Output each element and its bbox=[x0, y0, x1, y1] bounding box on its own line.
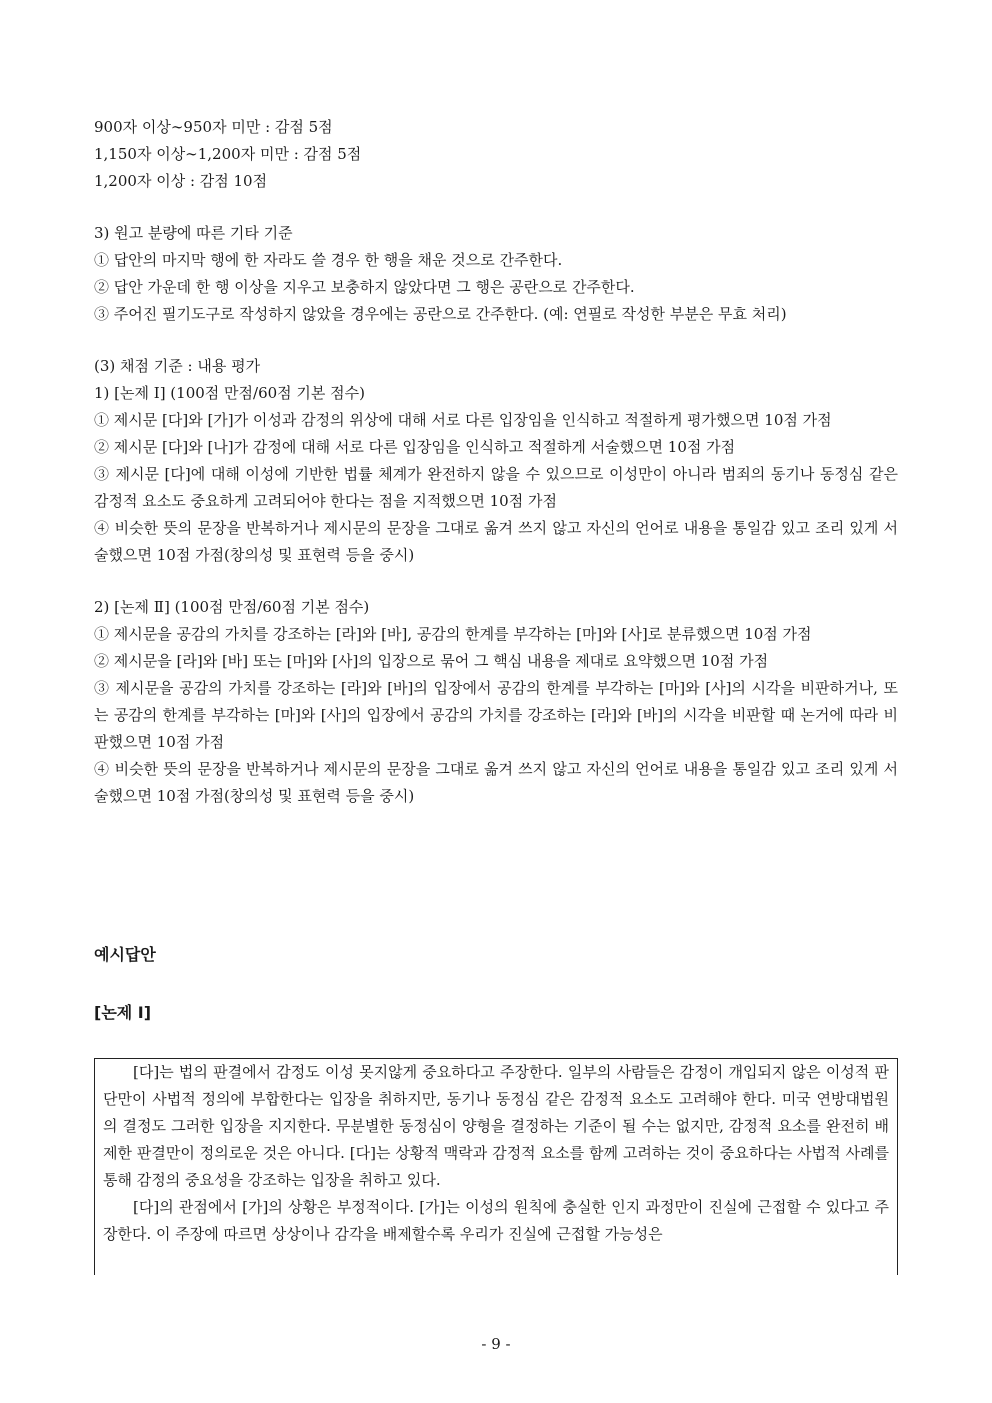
nonje2-title: 2) [논제 Ⅱ] (100점 만점/60점 기본 점수) bbox=[94, 598, 370, 616]
other-criteria-item: ② 답안 가운데 한 행 이상을 지우고 보충하지 않았다면 그 행은 공란으로 간주한다. bbox=[94, 278, 635, 296]
nonje1-item: ② 제시문 [다]와 [나]가 감정에 대해 서로 다른 입장임을 인식하고 적절하게 서술했으면 10점 가점 bbox=[94, 438, 736, 456]
nonje1-item: ④ 비슷한 뜻의 문장을 반복하거나 제시문의 문장을 그대로 옮겨 쓰지 않고 자신의 언어로 내용을 통일감 있고 조리 있게 서술했으면 10점 가점(창의성 및 표현력 등을 중시) bbox=[94, 519, 898, 564]
example-answer-box bbox=[94, 1058, 898, 1275]
nonje2-item: ① 제시문을 공감의 가치를 강조하는 [라]와 [바], 공감의 한계를 부각하는 [마]와 [사]로 분류했으면 10점 가점 bbox=[94, 625, 812, 643]
content-eval-title: (3) 채점 기준 : 내용 평가 bbox=[94, 357, 261, 375]
example-heading: 예시답안 bbox=[94, 945, 156, 964]
other-criteria-item: ① 답안의 마지막 행에 한 자라도 쓸 경우 한 행을 채운 것으로 간주한다. bbox=[94, 251, 563, 269]
nonje2-item: ④ 비슷한 뜻의 문장을 반복하거나 제시문의 문장을 그대로 옮겨 쓰지 않고 자신의 언어로 내용을 통일감 있고 조리 있게 서술했으면 10점 가점(창의성 및 표현력 등을 중시) bbox=[94, 760, 898, 805]
deduction-line-3: 1,200자 이상 : 감점 10점 bbox=[94, 172, 268, 190]
nonje2-item: ② 제시문을 [라]와 [바] 또는 [마]와 [사]의 입장으로 묶어 그 핵심 내용을 제대로 요약했으면 10점 가점 bbox=[94, 652, 769, 670]
nonje1-item: ① 제시문 [다]와 [가]가 이성과 감정의 위상에 대해 서로 다른 입장임을 인식하고 적절하게 평가했으면 10점 가점 bbox=[94, 411, 832, 429]
nonje2-item: ③ 제시문을 공감의 가치를 강조하는 [라]와 [바]의 입장에서 공감의 한계를 부각하는 [마]와 [사]의 시각을 비판하거나, 또는 공감의 한계를 부각하는 [마]와 [사]의 입장에서 공감의 가치를 강조하는 [라]와 [바]의 시각을 비판할 때 논거에 따라 비판했으면 10점 가점 bbox=[94, 679, 898, 751]
page-number: - 9 - bbox=[481, 1335, 511, 1353]
deduction-line-1: 900자 이상∼950자 미만 : 감점 5점 bbox=[94, 118, 333, 136]
other-criteria-item: ③ 주어진 필기도구로 작성하지 않았을 경우에는 공란으로 간주한다. (예: 연필로 작성한 부분은 무효 처리) bbox=[94, 305, 787, 323]
deduction-line-2: 1,150자 이상∼1,200자 미만 : 감점 5점 bbox=[94, 145, 362, 163]
example-paragraph: [다]는 법의 판결에서 감정도 이성 못지않게 중요하다고 주장한다. 일부의 사람들은 감정이 개입되지 않은 이성적 판단만이 사법적 정의에 부합한다는 입장을 취하지만, 동기나 동정심 같은 감정적 요소도 고려해야 한다. 미국 연방대법원의 결정도 그러한 입장을 지지한다. 무분별한 동정심이 양형을 결정하는 기준이 될 수는 없지만, 감정적 요소를 완전히 배제한 판결만이 정의로운 것은 아니다. [다]는 상황적 맥락과 감정적 요소를 함께 고려하는 것이 중요하다는 사법적 사례를 통해 감정의 중요성을 강조하는 입장을 취하고 있다. bbox=[103, 1063, 889, 1189]
example-subheading: [논제 Ⅰ] bbox=[94, 1003, 152, 1022]
nonje1-item: ③ 제시문 [다]에 대해 이성에 기반한 법률 체계가 완전하지 않을 수 있으므로 이성만이 아니라 범죄의 동기나 동정심 같은 감정적 요소도 중요하게 고려되어야 한다는 점을 지적했으면 10점 가점 bbox=[94, 465, 898, 510]
nonje1-title: 1) [논제 Ⅰ] (100점 만점/60점 기본 점수) bbox=[94, 384, 366, 402]
document-body bbox=[94, 114, 898, 810]
example-paragraph: [다]의 관점에서 [가]의 상황은 부정적이다. [가]는 이성의 원칙에 충실한 인지 과정만이 진실에 근접할 수 있다고 주장한다. 이 주장에 따르면 상상이나 감각을 배제할수록 우리가 진실에 근접할 가능성은 bbox=[103, 1198, 889, 1243]
other-criteria-title: 3) 원고 분량에 따른 기타 기준 bbox=[94, 224, 293, 242]
